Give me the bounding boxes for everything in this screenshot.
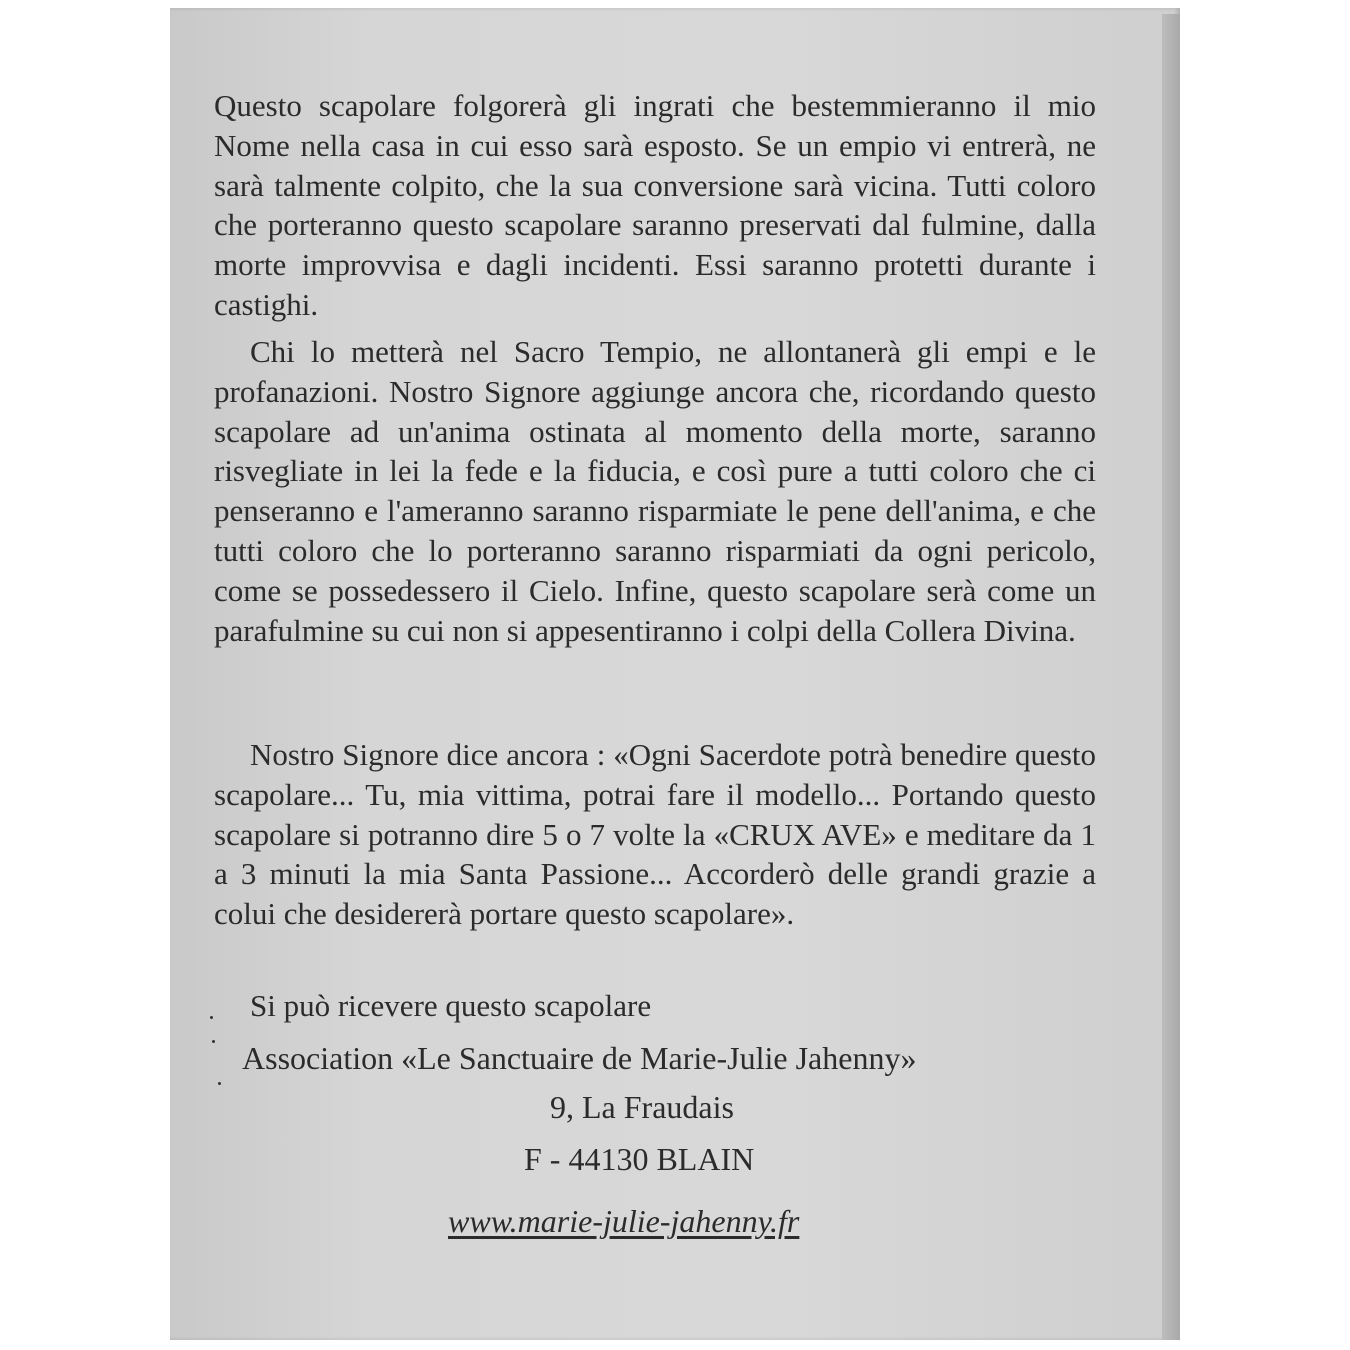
city-line: F - 44130 BLAIN — [524, 1141, 755, 1177]
page-edge — [1162, 14, 1180, 1340]
address-line: 9, La Fraudais — [550, 1089, 734, 1125]
paragraph-1: Questo scapolare folgorerà gli ingrati che bestemmieranno il mio Nome nella casa in cui esso sarà esposto. Se un empio vi entrerà, ne sarà talmente colpito, che la sua conversione sarà vicina. Tutti coloro che porteranno questo scapolare saranno preservati dal fulmine, dalla morte improvvisa e dagli incidenti. Essi saranno protetti durante i castighi. — [214, 88, 1096, 322]
website-link[interactable]: www.marie-julie-jahenny.fr — [448, 1203, 800, 1239]
print-speck — [212, 1040, 215, 1043]
receive-line: Si può ricevere questo scapolare — [250, 988, 652, 1023]
print-speck — [210, 1016, 213, 1019]
paragraph-3: Nostro Signore dice ancora : «Ogni Sacerdote potrà benedire questo scapolare... Tu, mia vittima, potrai fare il modello... Portando questo scapolare si potranno dire 5 o 7 volte la «CRUX AVE» e meditare da 1 a 3 minuti la mia Santa Passione... Accorderò delle grandi grazie a colui che desidererà portare questo scapolare». — [214, 737, 1096, 932]
association-name: Association «Le Sanctuaire de Marie-Julie Jahenny» — [242, 1040, 917, 1076]
print-speck — [218, 1082, 221, 1085]
paragraph-2: Chi lo metterà nel Sacro Tempio, ne allontanerà gli empi e le profanazioni. Nostro Signore aggiunge ancora che, ricordando questo scapolare ad un'anima ostinata al momento della morte, saranno risvegliate in lei la fede e la fiducia, e così pure a tutti coloro che ci penseranno e l'ameranno saranno risparmiate le pene dell'anima, e che tutti coloro che lo porteranno saranno risparmiati da ogni pericolo, come se possedessero il Cielo. Infine, questo scapolare serà come un parafulmine su cui non si appesentiranno i colpi della Collera Divina. — [214, 334, 1096, 648]
